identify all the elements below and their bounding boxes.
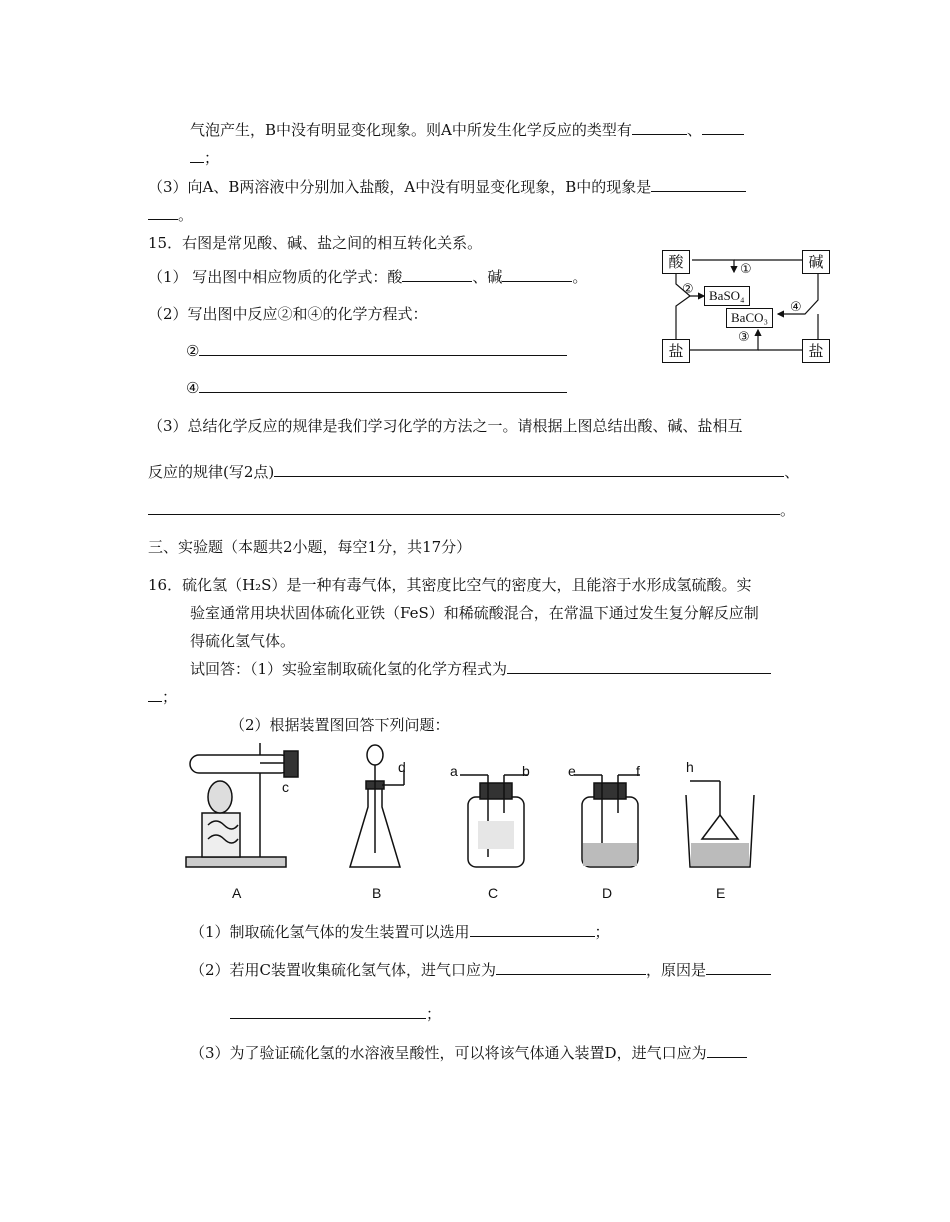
apparatus-c <box>460 775 528 867</box>
q15-stem: 15．右图是常见酸、碱、盐之间的相互转化关系。 <box>148 234 483 252</box>
label-4: ④ <box>790 300 802 315</box>
blank[interactable] <box>507 659 771 674</box>
apparatus-b <box>350 745 404 867</box>
q16-sub2-cont: ； <box>230 1004 441 1024</box>
section-3-heading: 三、实验题（本题共2小题，每空1分，共17分） <box>148 538 472 556</box>
q16-ask1: 试回答：（1）实验室制取硫化氢的化学方程式为 <box>190 659 771 679</box>
label-b: B <box>372 885 382 901</box>
port-b: b <box>522 763 530 779</box>
q16-line3: 得硫化氢气体。 <box>190 632 296 650</box>
acid-box: 酸 <box>662 250 690 274</box>
label-c: C <box>488 885 499 901</box>
q14-line1: 气泡产生，B中没有明显变化现象。则A中所发生化学反应的类型有 、 <box>190 120 744 140</box>
q15-eq4: ④ <box>186 378 567 398</box>
label-1: ① <box>740 262 752 277</box>
blank[interactable] <box>496 960 646 975</box>
blank[interactable] <box>632 120 687 135</box>
port-a: a <box>450 763 458 779</box>
q15-part3c: 。 <box>148 500 795 520</box>
blank[interactable] <box>706 960 771 975</box>
blank[interactable] <box>148 500 780 515</box>
q14-part3: （3）向A、B两溶液中分别加入盐酸，A中没有明显变化现象，B中的现象是 <box>148 177 746 197</box>
q16-sub2: （2）若用C装置收集硫化氢气体，进气口应为 ，原因是 <box>190 960 771 980</box>
label-2: ② <box>682 282 694 297</box>
q14-part3-cont: 。 <box>148 205 193 225</box>
blank[interactable] <box>651 177 746 192</box>
port-h: h <box>686 759 694 775</box>
q14-line2: ； <box>190 148 219 168</box>
q16-line1: 16．硫化氢（H₂S）是一种有毒气体，其密度比空气的密度大，且能溶于水形成氢硫酸。实 <box>148 576 752 594</box>
port-c: c <box>282 779 289 795</box>
baco3-box: BaCO₃ <box>726 308 773 328</box>
baso4-box: BaSO₄ <box>704 286 750 306</box>
apparatus-d <box>574 775 640 867</box>
label-a: A <box>232 885 242 901</box>
q16-sub1: （1）制取硫化氢气体的发生装置可以选用 ； <box>190 923 610 941</box>
port-e: e <box>568 763 576 779</box>
q15-part3b: 反应的规律(写2点) 、 <box>148 463 800 481</box>
base-box: 碱 <box>802 250 830 274</box>
salt-left-box: 盐 <box>662 339 690 363</box>
apparatus-figure <box>180 735 760 905</box>
blank[interactable] <box>230 1004 426 1019</box>
salt-right-box: 盐 <box>802 339 830 363</box>
blank[interactable] <box>148 687 162 702</box>
blank[interactable] <box>470 922 595 937</box>
blank[interactable] <box>199 341 567 356</box>
blank[interactable] <box>702 120 744 135</box>
blank[interactable] <box>402 267 472 282</box>
q16-ask1-cont: ； <box>148 687 177 707</box>
label-d: D <box>602 885 613 901</box>
blank[interactable] <box>199 378 567 393</box>
port-d: d <box>398 759 406 775</box>
acid-base-salt-diagram <box>660 248 830 363</box>
apparatus-drawing <box>180 735 760 885</box>
blank[interactable] <box>634 462 784 477</box>
blank[interactable] <box>707 1043 747 1058</box>
q15-part1: （1） 写出图中相应物质的化学式：酸 、碱 。 <box>148 268 588 286</box>
port-f: f <box>636 763 640 779</box>
q15-eq2: ② <box>186 341 567 361</box>
q16-ask2: （2）根据装置图回答下列问题： <box>230 716 450 734</box>
label-e: E <box>716 885 726 901</box>
blank[interactable] <box>190 148 204 163</box>
q16-sub3: （3）为了验证硫化氢的水溶液呈酸性，可以将该气体通入装置D，进气口应为 <box>190 1043 747 1063</box>
label-3: ③ <box>738 330 750 345</box>
blank[interactable] <box>274 462 634 477</box>
apparatus-e <box>686 781 754 867</box>
q15-part2: （2）写出图中反应②和④的化学方程式： <box>148 305 428 323</box>
apparatus-a <box>186 743 298 867</box>
q16-line2: 验室通常用块状固体硫化亚铁（FeS）和稀硫酸混合，在常温下通过发生复分解反应制 <box>190 604 759 622</box>
blank[interactable] <box>502 267 572 282</box>
q15-part3: （3）总结化学反应的规律是我们学习化学的方法之一。请根据上图总结出酸、碱、盐相互 <box>148 417 743 435</box>
blank[interactable] <box>148 205 178 220</box>
